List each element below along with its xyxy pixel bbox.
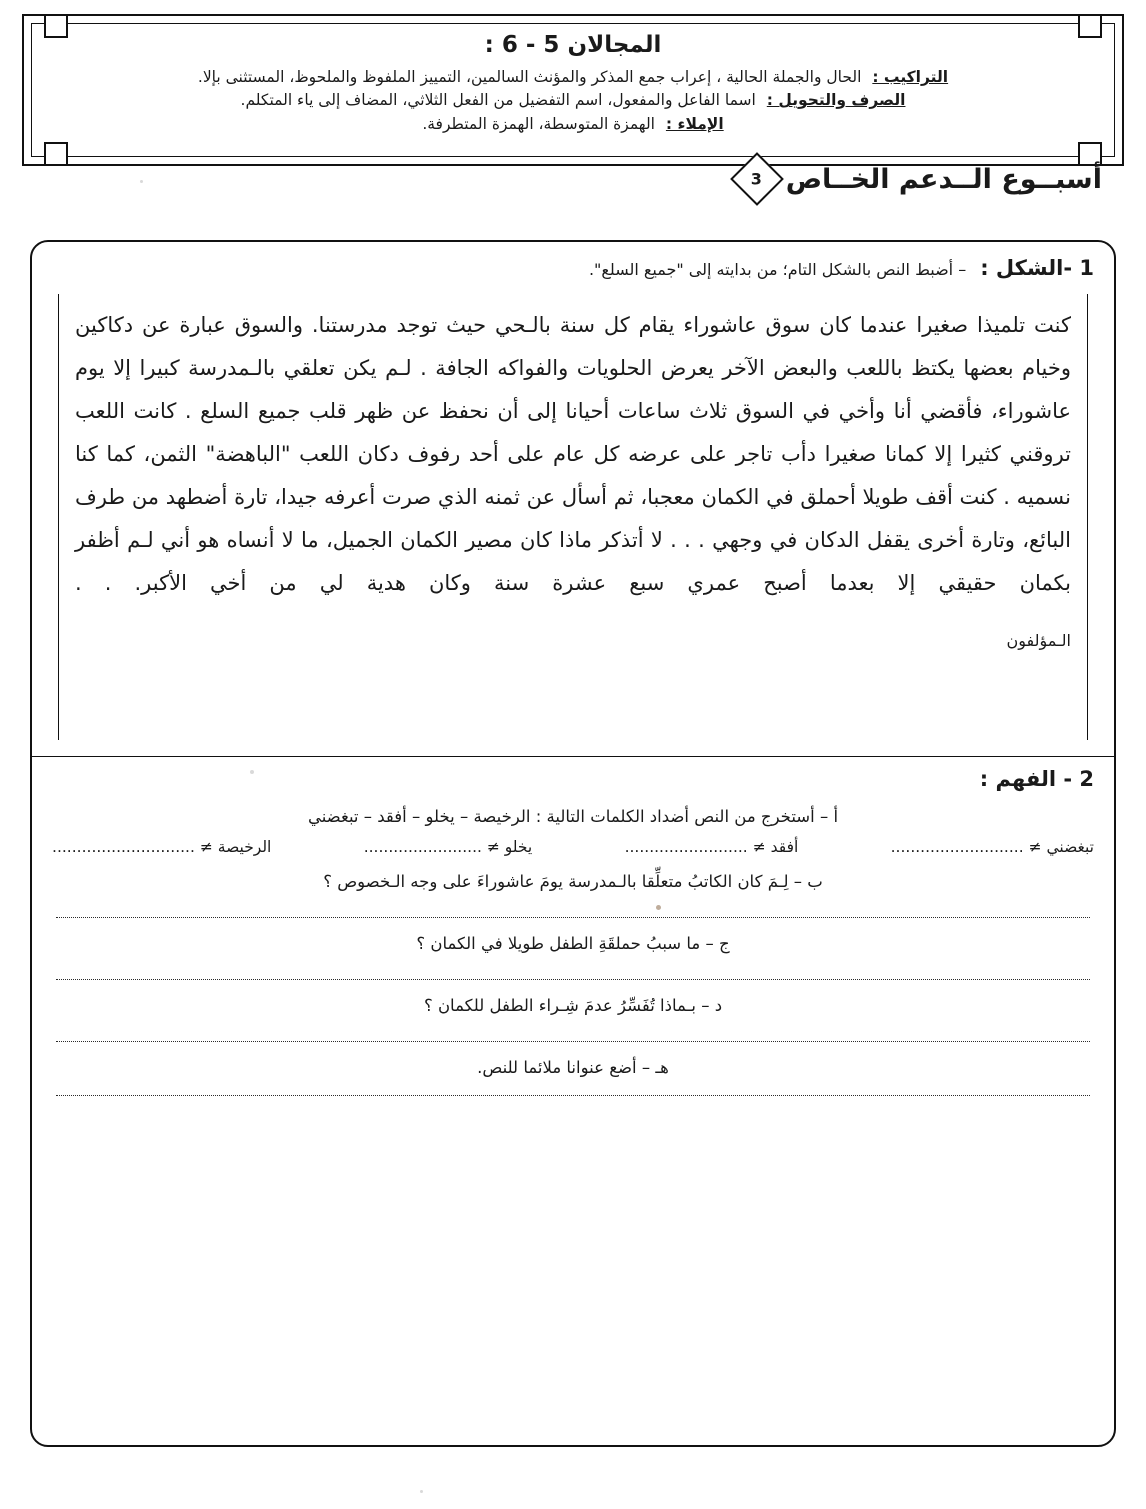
- header-row-grammar: [42, 66, 1104, 88]
- header-row-morphology-text: اسما الفاعل والمفعول، اسم التفضيل من الفعل الثلاثي، المضاف إلى ياء المتكلم.: [240, 91, 756, 110]
- week-banner-title: أسبــوع الــدعم الخــاص: [785, 163, 1102, 195]
- antonym-word-3: أفقد ≠: [752, 838, 799, 856]
- week-banner: [738, 160, 1102, 198]
- section-shakl: [52, 256, 1094, 280]
- antonym-word-1: الرخيصة ≠: [199, 838, 272, 856]
- header-row-morphology: [42, 89, 1104, 111]
- antonym-dots-4: ...........................: [890, 838, 1024, 856]
- antonym-dots-3: .........................: [624, 838, 748, 856]
- header-content: [42, 30, 1104, 154]
- answer-line-e[interactable]: [56, 1095, 1090, 1096]
- antonym-item-1[interactable]: [52, 838, 271, 856]
- header-row-spelling-label: الإملاء :: [665, 114, 724, 133]
- section-divider: [32, 756, 1114, 757]
- question-b: ب – لِـمَ كان الكاتبُ متعلِّقا بالـمدرسة يومَ عاشوراءَ على وجه الـخصوص ؟: [323, 872, 823, 891]
- antonym-item-4[interactable]: [891, 838, 1094, 856]
- worksheet-body: [30, 240, 1116, 1447]
- header-frame: [22, 14, 1124, 166]
- antonyms-answer-row: [52, 838, 1094, 856]
- antonym-word-2: يخلو ≠: [486, 838, 533, 856]
- antonym-dots-2: ........................: [363, 838, 482, 856]
- scan-speck: [420, 1490, 423, 1493]
- reading-text: كنت تلميذا صغيرا عندما كان سوق عاشوراء يقام كل سنة بالـحي حيث توجد مدرستنا. والسوق عبارة عن دكاكين وخيام بعضها يكتظ باللعب والبعض الآخر يعرض الحلويات والفواكه الجافة . لـم يكن تعلقي بالـمدرسة كبيرا إلا يوم عاشوراء، فأقضي أنا وأخي في السوق ثلاث ساعات أحيانا إلى أن نحفظ عن ظهر قلب جميع السلع . كانت اللعب تروقني كثيرا إلا كمانا صغيرا دأب تاجر على عرضه كل عام على أحد رفوف دكان اللعب "الباهضة" الثمن، كما كنا نسميه . كنت أقف طويلا أحملق في الكمان معجبا، ثم أسأل عن ثمنه الذي صرت أعرفه جيدا، تارة أضطهد من طرف البائع، وتارة أخرى يقفل الدكان في وجهي . . . لا أتذكر ماذا كان مصير الكمان الجميل، ما لا أنساه هو أني لـم أظفر بكمان حقيقي إلا بعدما أصبح عمري سبع عشرة سنة وكان هدية لي من أخي الأكبر. . .: [75, 313, 1071, 596]
- antonym-item-2[interactable]: [364, 838, 533, 856]
- answer-line-b[interactable]: [56, 917, 1090, 918]
- reading-text-block: [58, 294, 1088, 740]
- section-comprehension-header: [52, 767, 1094, 791]
- header-row-grammar-label: التراكيب :: [872, 68, 949, 86]
- answer-line-d[interactable]: [56, 1041, 1090, 1042]
- section-comprehension: [52, 767, 1094, 1096]
- week-number-badge: [730, 152, 784, 206]
- domain-title: المجالان 5 - 6 :: [484, 32, 662, 58]
- antonym-word-4: تبغضني ≠: [1028, 838, 1094, 856]
- header-row-spelling: [42, 113, 1104, 135]
- antonym-dots-1: .............................: [52, 838, 195, 856]
- question-e: هـ – أضع عنوانا ملائما للنص.: [477, 1058, 669, 1077]
- antonym-item-3[interactable]: [625, 838, 799, 856]
- header-row-spelling-text: الهمزة المتوسطة، الهمزة المتطرفة.: [422, 114, 655, 133]
- header-row-grammar-text: الحال والجملة الحالية ، إعراب جمع المذكر والمؤنث السالمين، التمييز الملفوظ والملحوظ، المستثنى بإلا.: [197, 68, 862, 86]
- text-author: الـمؤلفون: [1006, 631, 1071, 651]
- question-d: د – بـماذا تُفَسِّرُ عدمَ شِـراء الطفل للكمان ؟: [423, 996, 723, 1015]
- scan-speck: [140, 180, 143, 183]
- question-c: ج – ما سببُ حملقَةِ الطفل طويلا في الكمان ؟: [416, 934, 730, 953]
- answer-line-c[interactable]: [56, 979, 1090, 980]
- week-number: 3: [751, 169, 763, 189]
- header-row-morphology-label: الصرف والتحويل :: [766, 91, 906, 110]
- section-shakl-instruction: – أضبط النص بالشكل التام؛ من بدايته إلى "جميع السلع".: [588, 260, 967, 279]
- question-a: أ – أستخرج من النص أضداد الكلمات التالية : الرخيصة – يخلو – أفقد – تبغضني: [307, 807, 839, 826]
- section-comprehension-title: 2 - الفهم :: [979, 767, 1094, 791]
- section-shakl-title: 1 -الشكل :: [980, 256, 1094, 280]
